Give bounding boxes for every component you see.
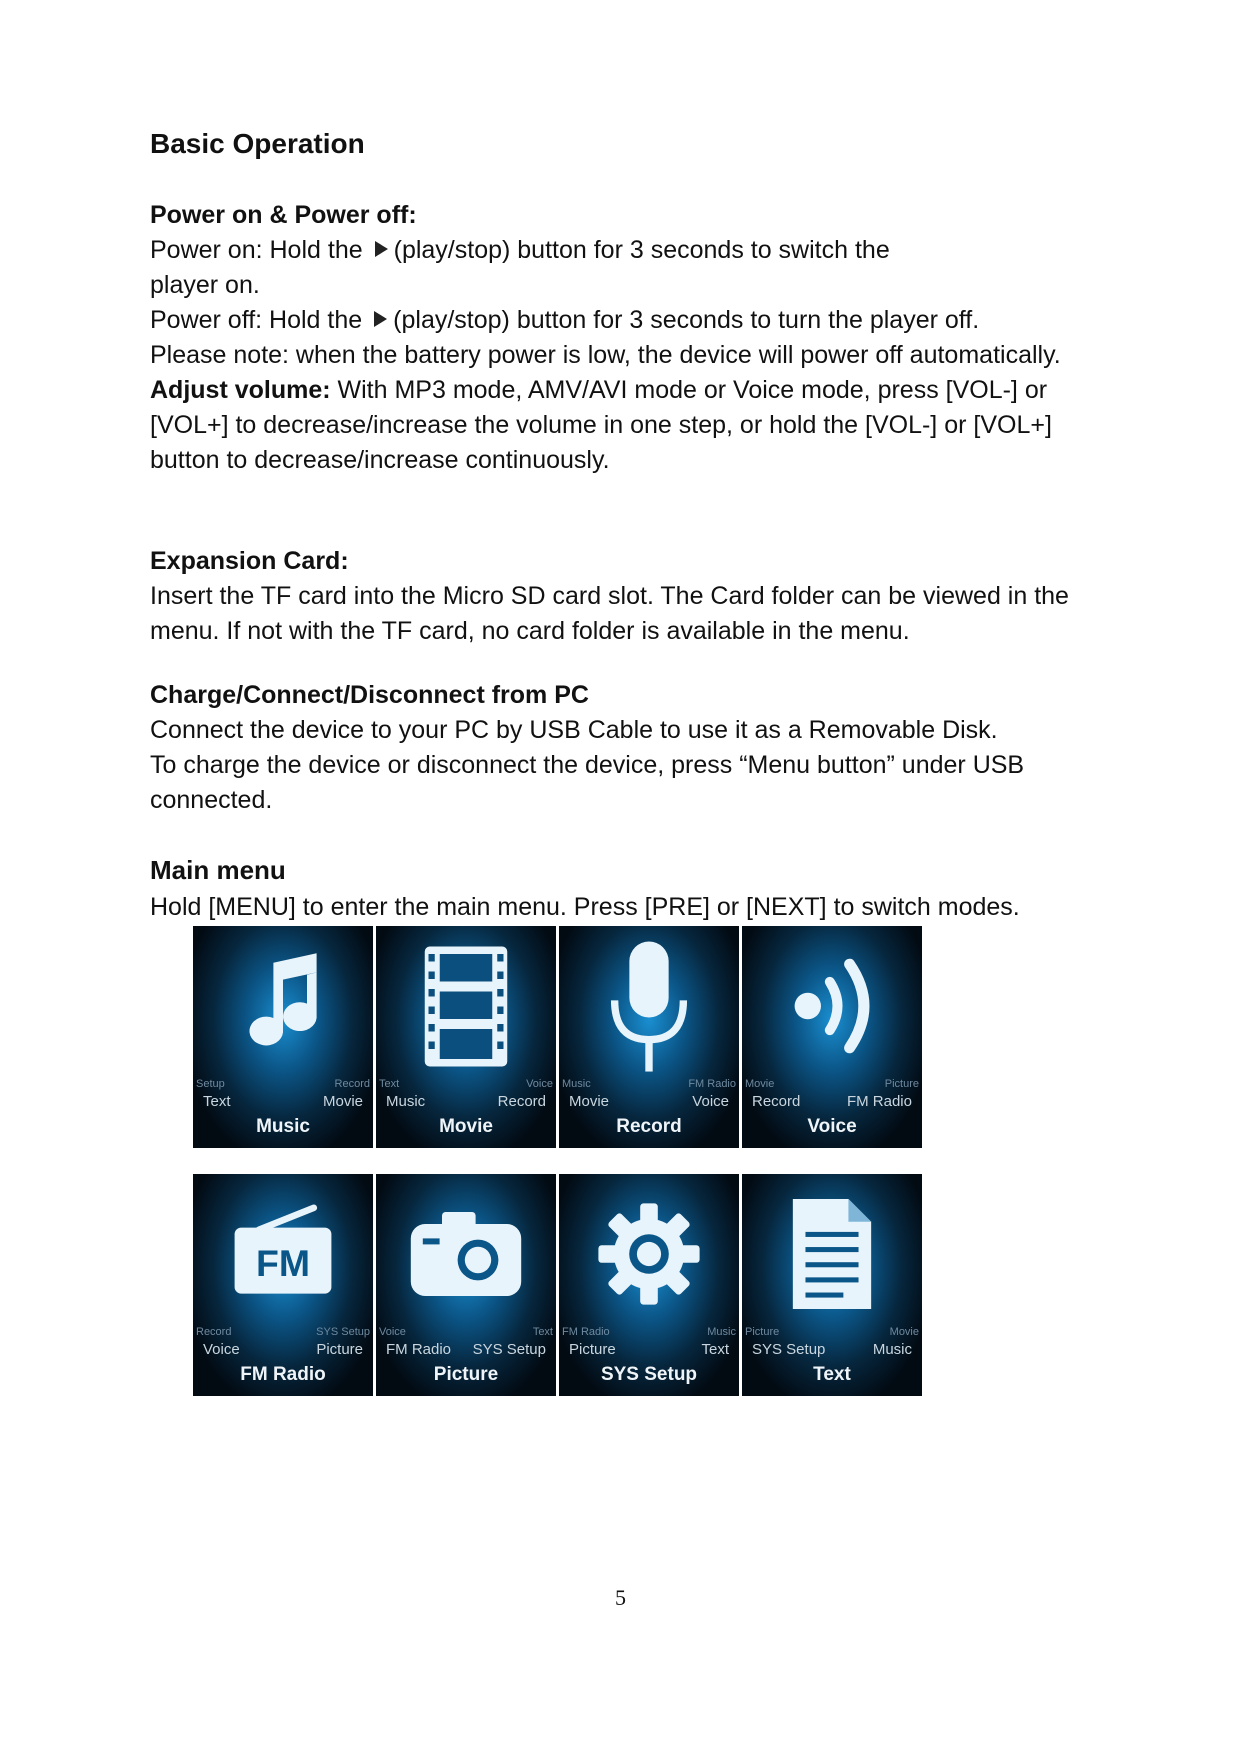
- power-note: Please note: when the battery power is low, the device will power off automatically.: [150, 341, 1061, 369]
- menu-screen-voice: Movie Picture Record FM Radio Voice: [742, 926, 922, 1148]
- main-menu-heading: Main menu: [150, 855, 286, 885]
- power-section: [150, 198, 1110, 478]
- document-icon: [742, 1184, 922, 1324]
- expansion-heading: Expansion Card:: [150, 547, 349, 575]
- film-strip-icon: [376, 936, 556, 1076]
- music-note-icon: [193, 936, 373, 1076]
- camera-icon: [376, 1184, 556, 1324]
- power-on-line: Power on: Hold the (play/stop) button for 3 seconds to switch the: [150, 236, 890, 264]
- power-heading: Power on & Power off:: [150, 201, 417, 229]
- voice-waves-icon: [742, 936, 922, 1076]
- volume-text: With MP3 mode, AMV/AVI mode or Voice mode, press [VOL-] or [VOL+] to decrease/increase the volume in one step, or hold the [VOL-] or [VOL+] button to decrease/increase continuously.: [150, 376, 1052, 474]
- charge-heading: Charge/Connect/Disconnect from PC: [150, 681, 589, 709]
- fm-radio-icon: [193, 1184, 373, 1324]
- menu-screen-movie: Text Voice Music Record Movie: [376, 926, 556, 1148]
- menu-screen-text: Picture Movie SYS Setup Music Text: [742, 1174, 922, 1396]
- menu-screen-sys-setup: FM Radio Music Picture Text SYS Setup: [559, 1174, 739, 1396]
- charge-line-2: To charge the device or disconnect the device, press “Menu button” under USB connected.: [150, 751, 1025, 814]
- power-on-line-2: player on.: [150, 271, 260, 299]
- gear-icon: [559, 1184, 739, 1324]
- charge-section: [150, 678, 1110, 818]
- page-title: Basic Operation: [150, 128, 365, 159]
- expansion-section: [150, 544, 1110, 649]
- page-number: 5: [615, 1585, 626, 1610]
- play-stop-icon: [374, 311, 387, 327]
- menu-screens-row-2: [193, 1174, 926, 1396]
- microphone-icon: [559, 936, 739, 1076]
- charge-line-1: Connect the device to your PC by USB Cable to use it as a Removable Disk.: [150, 716, 998, 744]
- svg-text:FM: FM: [256, 1242, 310, 1284]
- menu-screen-picture: Voice Text FM Radio SYS Setup Picture: [376, 1174, 556, 1396]
- volume-label: Adjust volume:: [150, 376, 331, 404]
- play-stop-icon: [375, 241, 388, 257]
- volume-paragraph: [150, 373, 1110, 478]
- power-off-line: Power off: Hold the (play/stop) button for 3 seconds to turn the player off.: [150, 306, 980, 334]
- main-menu-text: Hold [MENU] to enter the main menu. Press [PRE] or [NEXT] to switch modes.: [150, 893, 1020, 921]
- menu-screen-fm-radio: FM Record SYS Setup Voice Picture FM Radio: [193, 1174, 373, 1396]
- menu-screens-row-1: [193, 926, 926, 1148]
- menu-screen-record: Music FM Radio Movie Voice Record: [559, 926, 739, 1148]
- menu-screen-music: Setup Record Text Movie Music: [193, 926, 373, 1148]
- expansion-text: Insert the TF card into the Micro SD card slot. The Card folder can be viewed in the menu. If not with the TF card, no card folder is available in the menu.: [150, 582, 1069, 645]
